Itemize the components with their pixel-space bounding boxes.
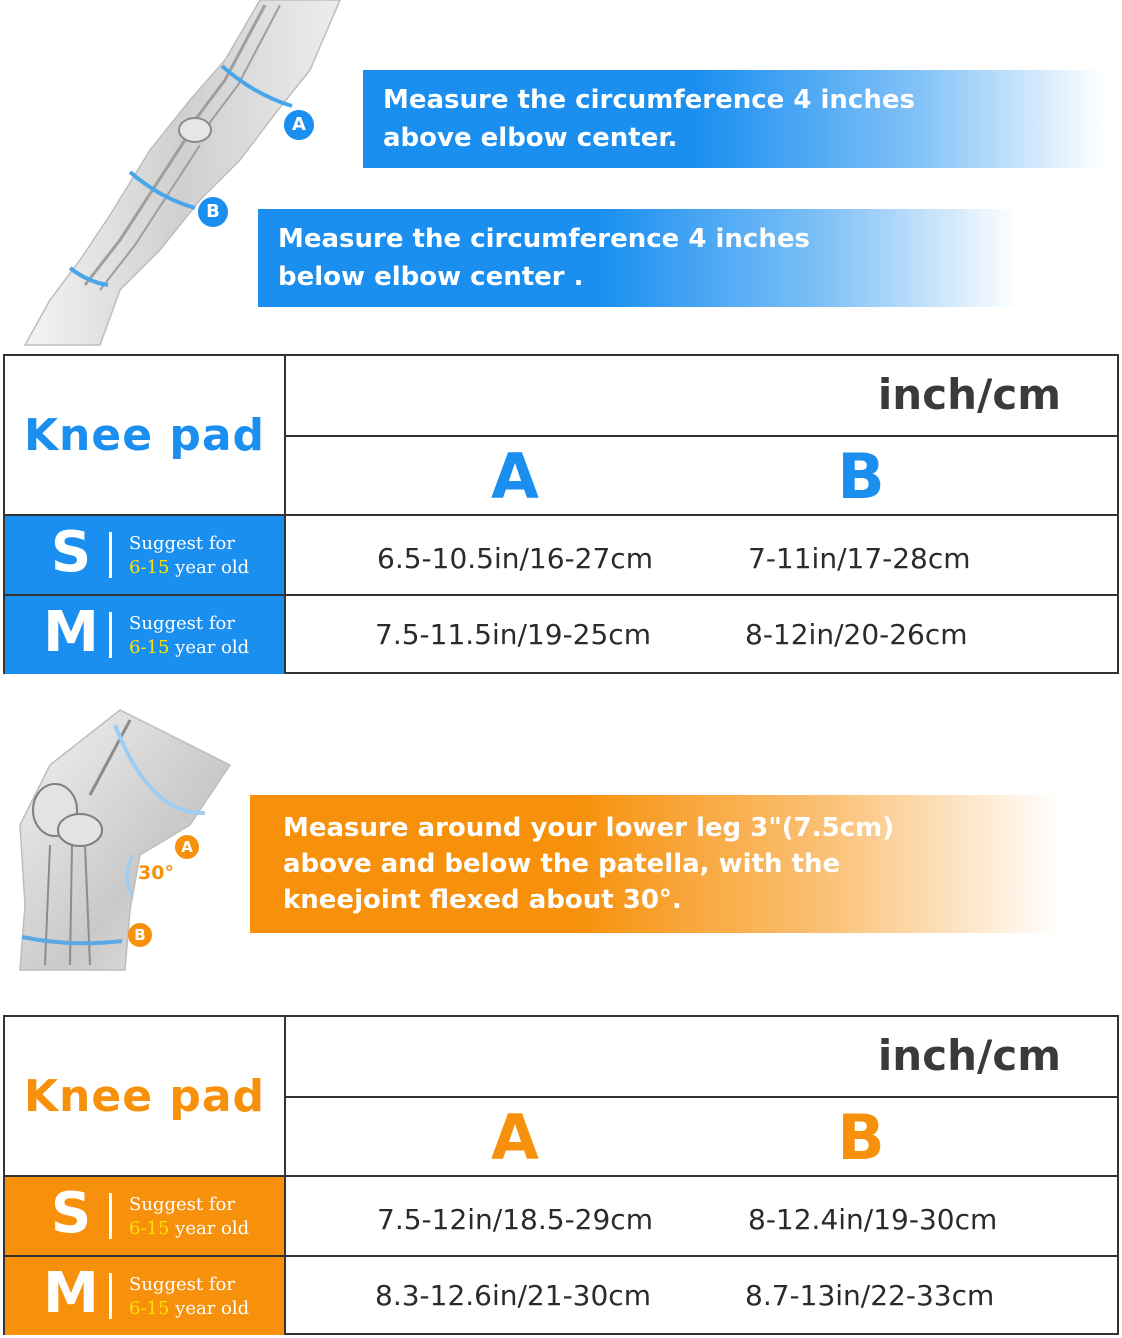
banner-below-elbow — [258, 209, 1018, 307]
column-a-header: A — [491, 440, 539, 513]
size-letter: S — [50, 1181, 92, 1246]
size-table-knee — [3, 1015, 1119, 1335]
unit-label: inch/cm — [877, 370, 1061, 419]
size-letter: M — [43, 600, 99, 665]
age-suggestion: Suggest for 6-15 year old — [129, 1194, 250, 1239]
size-letter: S — [50, 520, 92, 585]
table-title: Knee pad — [23, 1070, 266, 1122]
unit-label: inch/cm — [877, 1031, 1061, 1080]
size-cell-s — [5, 1177, 284, 1255]
banner-knee-line3: kneejoint flexed about 30°. — [283, 885, 682, 915]
age-suggestion: Suggest for 6-15 year old — [129, 613, 250, 658]
value-s-a: 6.5-10.5in/16-27cm — [377, 542, 653, 575]
marker-a-knee: A — [175, 835, 199, 859]
value-s-a: 7.5-12in/18.5-29cm — [377, 1203, 653, 1236]
value-s-b: 8-12.4in/19-30cm — [748, 1203, 998, 1236]
banner-above-line2: above elbow center. — [383, 123, 678, 153]
column-a-header: A — [491, 1101, 539, 1174]
size-cell-m — [5, 596, 284, 674]
column-b-header: B — [837, 1101, 885, 1174]
angle-label: 30° — [138, 862, 174, 884]
banner-below-line2: below elbow center . — [278, 262, 584, 292]
banner-knee-line1: Measure around your lower leg 3"(7.5cm) — [283, 813, 895, 843]
banner-knee-line2: above and below the patella, with the — [283, 849, 841, 879]
size-letter: M — [43, 1261, 99, 1326]
value-m-b: 8-12in/20-26cm — [745, 618, 968, 651]
size-cell-m — [5, 1257, 284, 1335]
size-cell-s — [5, 516, 284, 594]
banner-below-line1: Measure the circumference 4 inches — [278, 224, 810, 254]
banner-above-line1: Measure the circumference 4 inches — [383, 85, 915, 115]
value-m-a: 7.5-11.5in/19-25cm — [375, 618, 651, 651]
value-m-b: 8.7-13in/22-33cm — [745, 1279, 995, 1312]
column-b-header: B — [837, 440, 885, 513]
size-table-elbow — [3, 354, 1119, 674]
value-m-a: 8.3-12.6in/21-30cm — [375, 1279, 651, 1312]
value-s-b: 7-11in/17-28cm — [748, 542, 971, 575]
marker-b-elbow: B — [198, 197, 228, 227]
age-suggestion: Suggest for 6-15 year old — [129, 533, 250, 578]
marker-b-knee: B — [128, 923, 152, 947]
table-title: Knee pad — [23, 409, 266, 461]
marker-a-elbow: A — [284, 110, 314, 140]
banner-above-elbow — [363, 70, 1103, 168]
banner-knee-measure — [250, 795, 1060, 933]
age-suggestion: Suggest for 6-15 year old — [129, 1274, 250, 1319]
